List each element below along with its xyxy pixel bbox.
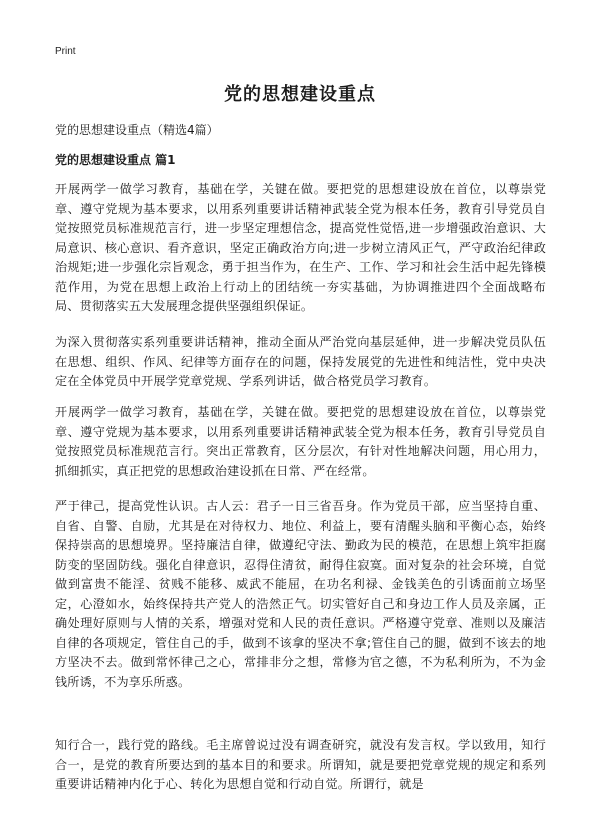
print-label[interactable]: Print — [55, 46, 76, 57]
paragraph-2: 为深入贯彻落实系列重要讲话精神，推动全面从严治党向基层延伸，进一步解决党员队伍在思想、组织、作风、纪律等方面存在的问题，保持发展党的先进性和纯洁性，党中央决定在全体党员中开展学党章党规、学系列讲话，做合格党员学习教育。 — [55, 335, 546, 388]
paragraph-4: 严于律己，提高党性认识。古人云：君子一日三省吾身。作为党员干部，应当坚持自重、自省、自警、自励，尤其是在对待权力、地位、利益上，要有清醒头脑和平衡心态，始终保持崇高的思想境界。坚持廉洁自律，做遵纪守法、勤政为民的模范，在思想上筑牢拒腐防变的坚固防线。强化自律意识，忍得住清贫，耐得住寂寞。面对复杂的社会环境，自觉做到富贵不能淫、贫贱不能移、威武不能屈，在功名利禄、金钱美色的引诱面前立场坚定，心澄如水，始终保持共产党人的浩然正气。切实管好自己和身边工作人员及亲属，正确处理好原则与人情的关系，增强对党和人民的责任意识。严格遵守党章、准则以及廉洁自律的各项规定，管住自己的手，做到不该拿的坚决不拿;管住自己的腿，做到不该去的地方坚决不去。做到常怀律己之心，常排非分之想，常修为官之德，不为私利所为，不为金钱所诱，不为享乐所惑。 — [55, 499, 546, 689]
paragraph-5: 知行合一，践行党的路线。毛主席曾说过没有调查研究，就没有发言权。学以致用，知行合一，是党的教育所要达到的基本目的和要求。所谓知，就是要把党章党规的规定和系列重要讲话精神内化于心、转化为思想自觉和行动自觉。所谓行，就是 — [55, 738, 546, 791]
document-subtitle: 党的思想建设重点（精选4篇） — [55, 123, 219, 137]
page-title: 党的思想建设重点 — [224, 84, 376, 105]
section-heading: 党的思想建设重点 篇1 — [55, 153, 176, 167]
paragraph-3: 开展两学一做学习教育，基础在学，关键在做。要把党的思想建设放在首位，以尊崇党章、遵守党规为基本要求，以用系列重要讲话精神武装全党为根本任务，教育引导党员自觉按照党员标准规范言行。突出正常教育，区分层次，有针对性地解决问题，用心用力，抓细抓实，真正把党的思想政治建设抓在日常、严在经常。 — [55, 405, 546, 478]
paragraph-1: 开展两学一做学习教育，基础在学，关键在做。要把党的思想建设放在首位，以尊崇党章、遵守党规为基本要求，以用系列重要讲话精神武装全党为根本任务，教育引导党员自觉按照党员标准规范言行，进一步坚定理想信念，提高党性觉悟,进一步增强政治意识、大局意识、核心意识、看齐意识，坚定正确政治方向;进一步树立清风正气，严守政治纪律政治规矩;进一步强化宗旨观念，勇于担当作为，在生产、工作、学习和社会生活中起先锋模范作用，为党在思想上政治上行动上的团结统一夯实基础，为协调推进四个全面战略布局、贯彻落实五大发展理念提供坚强组织保证。 — [55, 182, 546, 313]
